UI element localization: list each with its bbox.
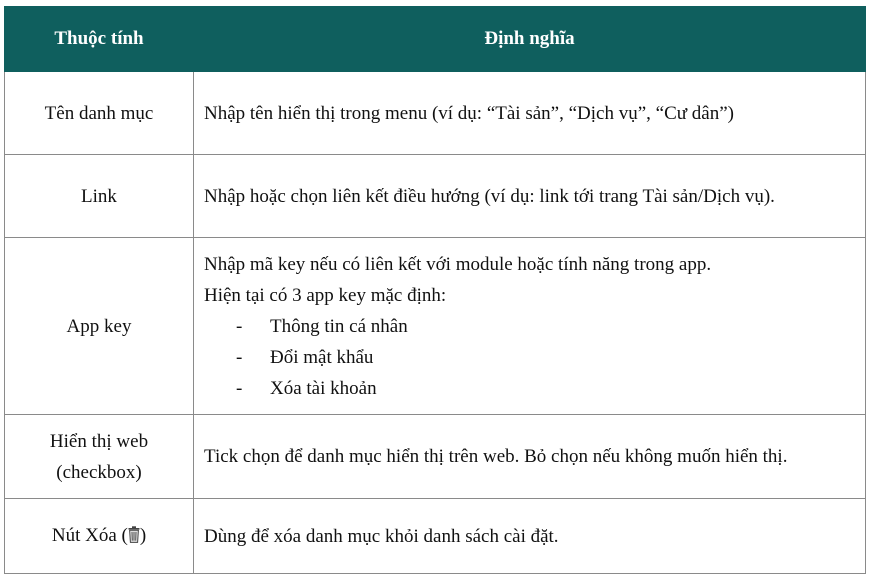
row-definition: Dùng để xóa danh mục khỏi danh sách cài đặt. [194,499,866,574]
attribute-definition-table [4,6,866,574]
row-name-prefix: Nút Xóa ( [51,524,128,546]
row-definition: Tick chọn để danh mục hiển thị trên web. Bỏ chọn nếu không muốn hiển thị. [194,415,866,499]
row-definition: Nhập hoặc chọn liên kết điều hướng (ví dụ: link tới trang Tài sản/Dịch vụ). [194,155,866,238]
list-item-label: Xóa tài khoản [270,377,377,399]
list-item [204,342,853,373]
table-header-row [5,7,866,72]
table-row [5,72,866,155]
trash-icon [128,522,140,553]
definition-line: Nhập mã key nếu có liên kết với module hoặc tính năng trong app. [204,253,712,275]
row-name-suffix: ) [139,524,147,546]
row-name [5,499,194,574]
list-item-label: Đổi mật khẩu [270,346,374,368]
table-row [5,238,866,415]
row-name: Link [5,155,194,238]
header-property: Thuộc tính [5,7,194,72]
row-name-line: (checkbox) [56,461,142,483]
row-name [5,415,194,499]
app-key-list [204,311,853,404]
header-definition: Định nghĩa [194,7,866,72]
row-name-line: Hiển thị web [49,430,149,452]
list-item-label: Thông tin cá nhân [270,315,408,337]
definition-line: Hiện tại có 3 app key mặc định: [204,284,447,306]
table-row [5,415,866,499]
row-name: App key [5,238,194,415]
row-name: Tên danh mục [5,72,194,155]
bullet-dash: - [236,377,243,399]
bullet-dash: - [236,346,243,368]
list-item [204,373,853,404]
row-definition: Nhập tên hiển thị trong menu (ví dụ: “Tài sản”, “Dịch vụ”, “Cư dân”) [194,72,866,155]
table-row [5,155,866,238]
bullet-dash: - [236,315,243,337]
list-item [204,311,853,342]
row-definition [194,238,866,415]
table-row [5,499,866,574]
